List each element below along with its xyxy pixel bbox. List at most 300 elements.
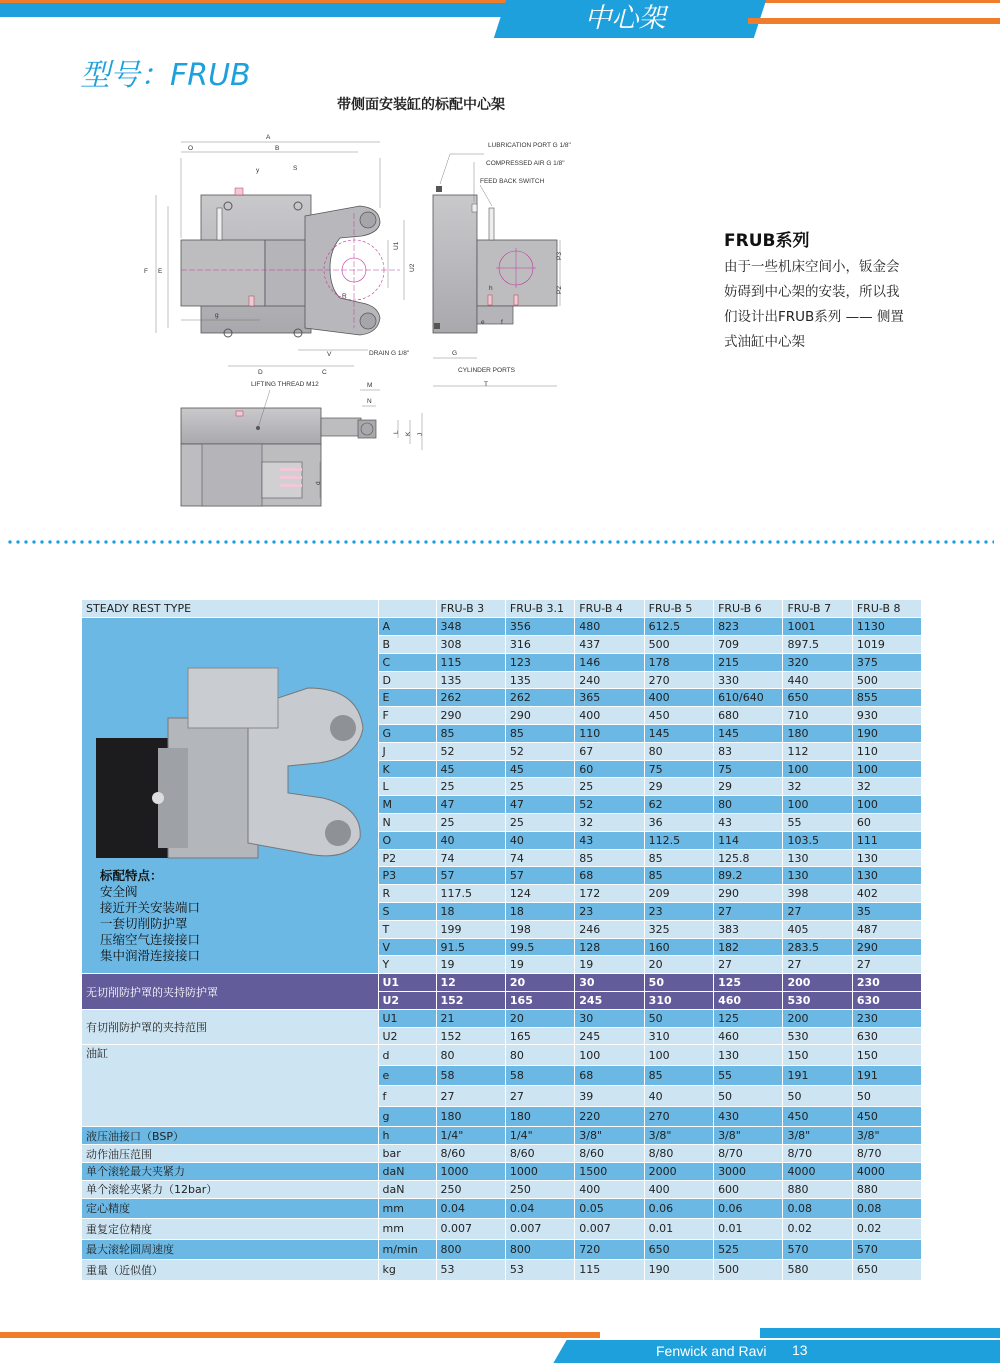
dim-key: B	[378, 636, 436, 654]
value-cell: 91.5	[436, 938, 505, 956]
top-view	[181, 381, 424, 506]
dim-key: g	[378, 1106, 436, 1127]
value-cell: 1000	[436, 1163, 505, 1181]
label-U2: U2	[409, 263, 416, 272]
value-cell: 111	[852, 831, 921, 849]
value-cell: 650	[852, 1260, 921, 1281]
value-cell: 8/80	[644, 1145, 713, 1163]
value-cell: 12	[436, 974, 505, 992]
value-cell: 1/4"	[436, 1127, 505, 1145]
value-cell: 0.05	[575, 1198, 644, 1219]
value-cell: 450	[783, 1106, 852, 1127]
value-cell: 190	[644, 1260, 713, 1281]
value-cell: 150	[783, 1045, 852, 1066]
feature-item: 一套切削防护罩	[100, 916, 188, 932]
column-header: FRU-B 4	[575, 600, 644, 618]
value-cell: 25	[505, 814, 574, 832]
value-cell: 0.08	[852, 1198, 921, 1219]
row-label: 重量（近似值）	[82, 1260, 378, 1281]
features-title: 标配特点：	[100, 868, 163, 884]
value-cell: 190	[852, 725, 921, 743]
column-header: FRU-B 7	[783, 600, 852, 618]
label-cylinder-ports: CYLINDER PORTS	[458, 367, 515, 374]
value-cell: 60	[575, 760, 644, 778]
footer-blue-bar	[760, 1328, 1000, 1338]
value-cell: 191	[852, 1065, 921, 1086]
dim-key: U1	[378, 1009, 436, 1027]
table-row	[82, 1163, 922, 1181]
value-cell: 178	[644, 653, 713, 671]
technical-drawing	[140, 128, 580, 528]
value-cell: 290	[505, 707, 574, 725]
value-cell: 530	[783, 992, 852, 1010]
value-cell: 709	[714, 636, 783, 654]
value-cell: 52	[436, 742, 505, 760]
value-cell: 112.5	[644, 831, 713, 849]
value-cell: 500	[644, 636, 713, 654]
label-F: F	[144, 268, 148, 275]
value-cell: 180	[783, 725, 852, 743]
value-cell: 21	[436, 1009, 505, 1027]
series-description	[724, 255, 934, 355]
label-d: d	[315, 481, 322, 485]
value-cell: 85	[436, 725, 505, 743]
value-cell: 310	[644, 1027, 713, 1045]
value-cell: 325	[644, 920, 713, 938]
value-cell: 1001	[783, 618, 852, 636]
label-S: S	[293, 165, 298, 172]
value-cell: 191	[783, 1065, 852, 1086]
value-cell: 19	[436, 956, 505, 974]
value-cell: 0.007	[505, 1219, 574, 1240]
value-cell: 460	[714, 992, 783, 1010]
value-cell: 135	[505, 671, 574, 689]
value-cell: 160	[644, 938, 713, 956]
dim-key: O	[378, 831, 436, 849]
label-compressed-air: COMPRESSED AIR G 1/8"	[486, 160, 565, 167]
label-y: y	[256, 167, 260, 174]
value-cell: 180	[505, 1106, 574, 1127]
label-G: G	[452, 350, 458, 357]
value-cell: 60	[852, 814, 921, 832]
value-cell: 100	[852, 796, 921, 814]
value-cell: 0.02	[852, 1219, 921, 1240]
value-cell: 0.06	[714, 1198, 783, 1219]
value-cell: 145	[714, 725, 783, 743]
value-cell: 230	[852, 1009, 921, 1027]
value-cell: 270	[644, 1106, 713, 1127]
value-cell: 8/70	[852, 1145, 921, 1163]
label-K: K	[405, 431, 412, 436]
dim-key: M	[378, 796, 436, 814]
dotted-divider	[6, 540, 994, 544]
section-title: 中心架	[584, 3, 666, 34]
value-cell: 150	[852, 1045, 921, 1066]
value-cell: 27	[852, 956, 921, 974]
dim-key: C	[378, 653, 436, 671]
value-cell: 124	[505, 885, 574, 903]
value-cell: 19	[505, 956, 574, 974]
value-cell: 53	[505, 1260, 574, 1281]
label-h: h	[489, 285, 493, 292]
table-row	[82, 1145, 922, 1163]
value-cell: 58	[436, 1065, 505, 1086]
series-line: 由于一些机床空间小，钣金会	[724, 259, 900, 275]
value-cell: 47	[436, 796, 505, 814]
value-cell: 32	[783, 778, 852, 796]
value-cell: 85	[505, 725, 574, 743]
value-cell: 39	[575, 1086, 644, 1107]
front-view	[144, 134, 416, 376]
dim-key: T	[378, 920, 436, 938]
value-cell: 450	[644, 707, 713, 725]
value-cell: 57	[505, 867, 574, 885]
row-label: 单个滚轮夹紧力（12bar）	[82, 1180, 378, 1198]
dim-key: f	[378, 1086, 436, 1107]
model-subtitle: 带侧面安装缸的标配中心架	[337, 97, 505, 113]
value-cell: 450	[852, 1106, 921, 1127]
feature-item: 安全阀	[100, 884, 138, 900]
row-group-label: 油缸	[82, 1045, 378, 1127]
label-J: J	[417, 432, 424, 436]
dim-key: E	[378, 689, 436, 707]
value-cell: 250	[505, 1180, 574, 1198]
footer-orange-line	[0, 1332, 600, 1338]
value-cell: 356	[505, 618, 574, 636]
label-T: T	[484, 381, 488, 388]
value-cell: 1019	[852, 636, 921, 654]
value-cell: 125.8	[714, 849, 783, 867]
value-cell: 74	[505, 849, 574, 867]
dim-key: N	[378, 814, 436, 832]
value-cell: 262	[436, 689, 505, 707]
value-cell: 3/8"	[575, 1127, 644, 1145]
row-label: 重复定位精度	[82, 1219, 378, 1240]
dim-key: K	[378, 760, 436, 778]
value-cell: 83	[714, 742, 783, 760]
value-cell: 25	[436, 778, 505, 796]
value-cell: 85	[644, 867, 713, 885]
value-cell: 182	[714, 938, 783, 956]
label-A: A	[266, 134, 271, 141]
value-cell: 400	[644, 1180, 713, 1198]
value-cell: 800	[436, 1239, 505, 1260]
table-row	[82, 1127, 922, 1145]
value-cell: 123	[505, 653, 574, 671]
value-cell: 130	[852, 867, 921, 885]
value-cell: 680	[714, 707, 783, 725]
value-cell: 100	[575, 1045, 644, 1066]
value-cell: 405	[783, 920, 852, 938]
value-cell: 50	[714, 1086, 783, 1107]
value-cell: 50	[644, 974, 713, 992]
value-cell: 115	[575, 1260, 644, 1281]
value-cell: 52	[505, 742, 574, 760]
value-cell: 8/60	[436, 1145, 505, 1163]
value-cell: 0.04	[505, 1198, 574, 1219]
value-cell: 125	[714, 1009, 783, 1027]
value-cell: 0.08	[783, 1198, 852, 1219]
label-f: f	[501, 319, 503, 326]
value-cell: 600	[714, 1180, 783, 1198]
value-cell: 55	[714, 1065, 783, 1086]
value-cell: 209	[644, 885, 713, 903]
value-cell: 270	[644, 671, 713, 689]
label-P3: P3	[556, 252, 563, 260]
value-cell: 25	[505, 778, 574, 796]
value-cell: 897.5	[783, 636, 852, 654]
value-cell: 525	[714, 1239, 783, 1260]
value-cell: 930	[852, 707, 921, 725]
value-cell: 400	[575, 707, 644, 725]
dim-key: P2	[378, 849, 436, 867]
value-cell: 4000	[852, 1163, 921, 1181]
value-cell: 36	[644, 814, 713, 832]
table-row-highlight	[82, 974, 922, 992]
value-cell: 19	[575, 956, 644, 974]
label-B: B	[275, 145, 280, 152]
spec-table	[82, 600, 922, 1281]
value-cell: 720	[575, 1239, 644, 1260]
value-cell: 0.01	[644, 1219, 713, 1240]
series-line: 们设计出FRUB系列 —— 侧置	[724, 309, 904, 325]
value-cell: 27	[714, 903, 783, 921]
value-cell: 215	[714, 653, 783, 671]
value-cell: 23	[575, 903, 644, 921]
value-cell: 630	[852, 992, 921, 1010]
value-cell: 580	[783, 1260, 852, 1281]
value-cell: 1000	[505, 1163, 574, 1181]
value-cell: 402	[852, 885, 921, 903]
value-cell: 400	[644, 689, 713, 707]
value-cell: 58	[505, 1065, 574, 1086]
value-cell: 8/60	[575, 1145, 644, 1163]
row-group-label: 无切削防护罩的夹持防护罩	[82, 974, 378, 1010]
value-cell: 18	[436, 903, 505, 921]
row-group-label: 有切削防护罩的夹持范围	[82, 1009, 378, 1045]
features-list	[100, 868, 200, 964]
value-cell: 112	[783, 742, 852, 760]
unit-key: mm	[378, 1198, 436, 1219]
label-lifting-thread: LIFTING THREAD M12	[251, 381, 319, 388]
value-cell: 245	[575, 992, 644, 1010]
dim-key: S	[378, 903, 436, 921]
value-cell: 290	[714, 885, 783, 903]
value-cell: 230	[852, 974, 921, 992]
value-cell: 100	[644, 1045, 713, 1066]
value-cell: 375	[852, 653, 921, 671]
value-cell: 27	[783, 903, 852, 921]
value-cell: 180	[436, 1106, 505, 1127]
value-cell: 400	[575, 1180, 644, 1198]
table-row	[82, 1009, 922, 1027]
value-cell: 50	[644, 1009, 713, 1027]
row-label: 单个滚轮最大夹紧力	[82, 1163, 378, 1181]
dim-key: L	[378, 778, 436, 796]
dim-key: R	[378, 885, 436, 903]
value-cell: 220	[575, 1106, 644, 1127]
value-cell: 710	[783, 707, 852, 725]
value-cell: 290	[852, 938, 921, 956]
value-cell: 250	[436, 1180, 505, 1198]
value-cell: 4000	[783, 1163, 852, 1181]
label-O: O	[188, 145, 194, 152]
value-cell: 460	[714, 1027, 783, 1045]
label-E: E	[158, 268, 163, 275]
footer-tab	[553, 1340, 1000, 1363]
value-cell: 0.06	[644, 1198, 713, 1219]
value-cell: 330	[714, 671, 783, 689]
value-cell: 245	[575, 1027, 644, 1045]
dim-key: U2	[378, 1027, 436, 1045]
row-label: 最大滚轮圆周速度	[82, 1239, 378, 1260]
feature-item: 接近开关安装端口	[100, 900, 201, 916]
value-cell: 283.5	[783, 938, 852, 956]
value-cell: 440	[783, 671, 852, 689]
value-cell: 398	[783, 885, 852, 903]
value-cell: 1130	[852, 618, 921, 636]
unit-key: mm	[378, 1219, 436, 1240]
value-cell: 29	[644, 778, 713, 796]
footer-band	[0, 1318, 1000, 1363]
value-cell: 30	[575, 974, 644, 992]
value-cell: 612.5	[644, 618, 713, 636]
value-cell: 114	[714, 831, 783, 849]
value-cell: 530	[783, 1027, 852, 1045]
value-cell: 20	[644, 956, 713, 974]
column-header: FRU-B 3.1	[505, 600, 574, 618]
value-cell: 135	[436, 671, 505, 689]
value-cell: 146	[575, 653, 644, 671]
label-C: C	[322, 369, 327, 376]
product-photo	[88, 648, 374, 878]
value-cell: 27	[436, 1086, 505, 1107]
value-cell: 198	[505, 920, 574, 938]
series-line: 妨碍到中心架的安装，所以我	[724, 284, 900, 300]
value-cell: 80	[644, 742, 713, 760]
value-cell: 200	[783, 1009, 852, 1027]
value-cell: 80	[436, 1045, 505, 1066]
value-cell: 130	[783, 849, 852, 867]
column-header: FRU-B 5	[644, 600, 713, 618]
value-cell: 200	[783, 974, 852, 992]
value-cell: 823	[714, 618, 783, 636]
unit-key: kg	[378, 1260, 436, 1281]
dim-key: e	[378, 1065, 436, 1086]
value-cell: 100	[852, 760, 921, 778]
value-cell: 52	[575, 796, 644, 814]
value-cell: 0.007	[575, 1219, 644, 1240]
value-cell: 130	[783, 867, 852, 885]
value-cell: 855	[852, 689, 921, 707]
value-cell: 50	[852, 1086, 921, 1107]
product-photo-cell	[82, 618, 378, 974]
dim-key: d	[378, 1045, 436, 1066]
value-cell: 20	[505, 974, 574, 992]
label-V: V	[327, 351, 332, 358]
label-L: L	[393, 430, 400, 434]
row-label: 液压油接口（BSP）	[82, 1127, 378, 1145]
dim-key: F	[378, 707, 436, 725]
label-U1: U1	[393, 241, 400, 250]
value-cell: 27	[505, 1086, 574, 1107]
model-title: 型号：FRUB	[80, 58, 251, 93]
dim-key: P3	[378, 867, 436, 885]
value-cell: 27	[714, 956, 783, 974]
unit-key: bar	[378, 1145, 436, 1163]
label-g: g	[215, 312, 219, 319]
table-row	[82, 1180, 922, 1198]
value-cell: 152	[436, 992, 505, 1010]
value-cell: 62	[644, 796, 713, 814]
table-row	[82, 618, 922, 636]
value-cell: 290	[436, 707, 505, 725]
header-blue-bar	[0, 3, 560, 17]
label-P2: P2	[556, 286, 563, 294]
value-cell: 348	[436, 618, 505, 636]
value-cell: 40	[644, 1086, 713, 1107]
value-cell: 0.01	[714, 1219, 783, 1240]
value-cell: 8/70	[783, 1145, 852, 1163]
value-cell: 55	[783, 814, 852, 832]
value-cell: 115	[436, 653, 505, 671]
value-cell: 80	[505, 1045, 574, 1066]
value-cell: 437	[575, 636, 644, 654]
value-cell: 125	[714, 974, 783, 992]
value-cell: 310	[644, 992, 713, 1010]
label-drain: DRAIN G 1/8"	[369, 350, 410, 357]
value-cell: 152	[436, 1027, 505, 1045]
dim-key: Y	[378, 956, 436, 974]
value-cell: 262	[505, 689, 574, 707]
page-number: 13	[792, 1342, 808, 1358]
value-cell: 383	[714, 920, 783, 938]
value-cell: 172	[575, 885, 644, 903]
value-cell: 1/4"	[505, 1127, 574, 1145]
header-label: STEADY REST TYPE	[82, 600, 378, 618]
feature-item: 压缩空气连接接口	[100, 932, 201, 948]
table-row	[82, 1045, 922, 1066]
dim-key: U2	[378, 992, 436, 1010]
label-D: D	[258, 369, 263, 376]
value-cell: 89.2	[714, 867, 783, 885]
label-feedback: FEED BACK SWITCH	[480, 178, 545, 185]
side-view	[369, 142, 572, 388]
value-cell: 117.5	[436, 885, 505, 903]
value-cell: 40	[436, 831, 505, 849]
value-cell: 103.5	[783, 831, 852, 849]
dim-key: A	[378, 618, 436, 636]
value-cell: 43	[714, 814, 783, 832]
value-cell: 35	[852, 903, 921, 921]
value-cell: 18	[505, 903, 574, 921]
value-cell: 365	[575, 689, 644, 707]
table-row	[82, 1219, 922, 1240]
value-cell: 27	[783, 956, 852, 974]
value-cell: 100	[783, 760, 852, 778]
footer-brand: Fenwick and Ravi	[656, 1343, 767, 1359]
value-cell: 25	[575, 778, 644, 796]
dim-key: D	[378, 671, 436, 689]
unit-key: daN	[378, 1180, 436, 1198]
dim-key: V	[378, 938, 436, 956]
column-header: FRU-B 3	[436, 600, 505, 618]
value-cell: 800	[505, 1239, 574, 1260]
value-cell: 43	[575, 831, 644, 849]
value-cell: 74	[436, 849, 505, 867]
value-cell: 100	[783, 796, 852, 814]
value-cell: 630	[852, 1027, 921, 1045]
